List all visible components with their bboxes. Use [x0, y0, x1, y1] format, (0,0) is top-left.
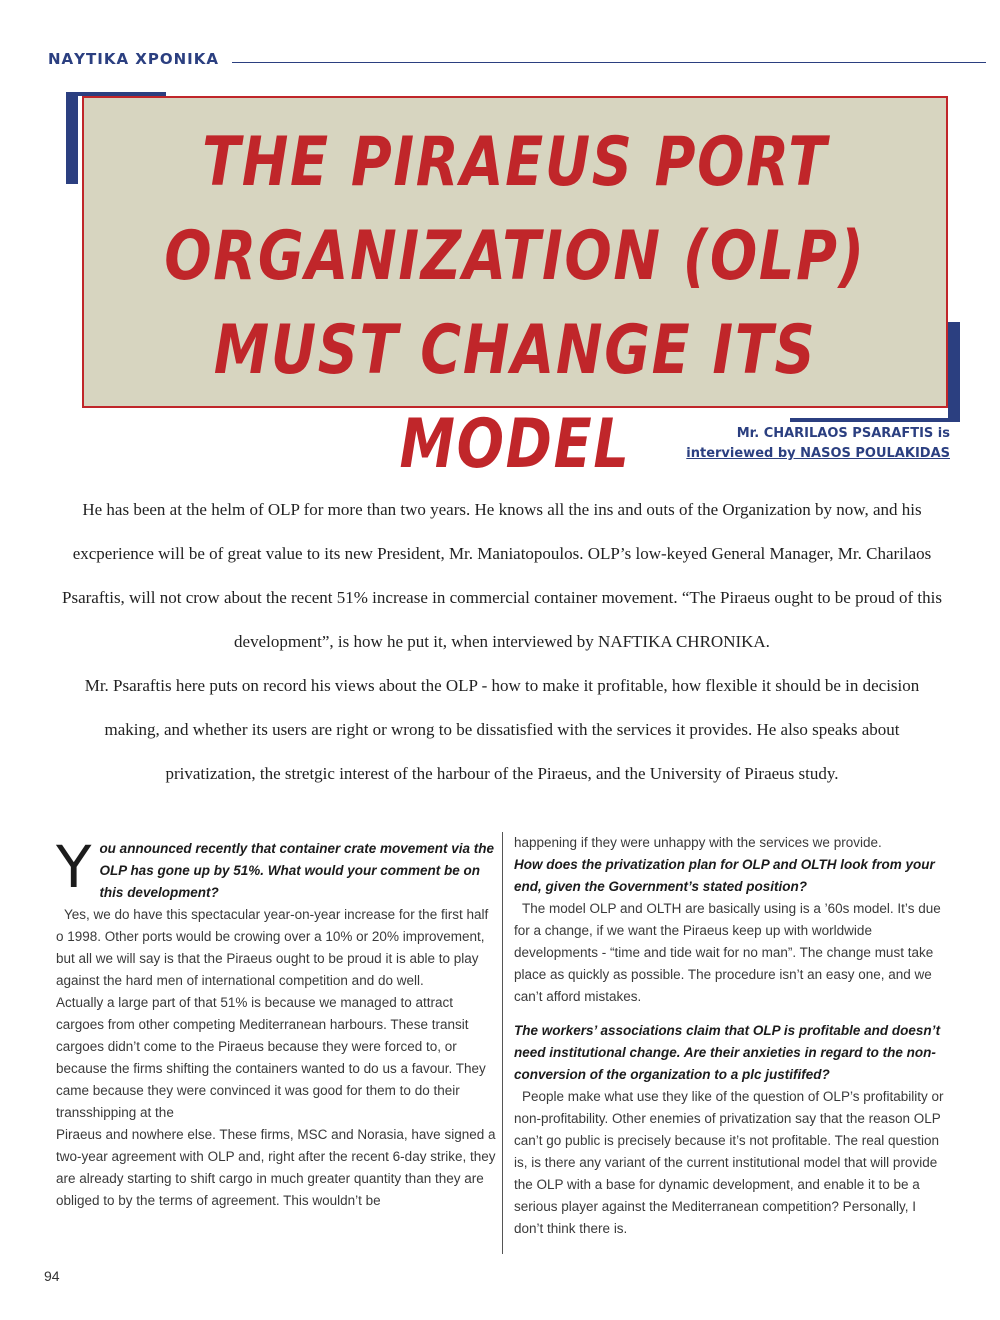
title-line-3: MUST CHANGE ITS MODEL	[213, 311, 817, 484]
page-number: 94	[44, 1268, 60, 1284]
column-divider	[502, 832, 503, 1254]
right-column	[514, 832, 946, 1240]
intro-paragraph-2: Mr. Psaraftis here puts on record his views about the OLP - how to make it profitable, how flexible it should be in decision making, and whether its users are right or wrong to be dissatisfied with the services it provides. He also speaks about privatization, the stretgic interest of the harbour of the Piraeus, and the University of Piraeus study.	[84, 676, 920, 783]
question-2: How does the privatization plan for OLP and OLTH look from your end, given the Government’s stated position?	[514, 857, 935, 894]
drop-cap: Y	[56, 833, 92, 901]
byline-line-2: interviewed by NASOS POULAKIDAS	[686, 446, 950, 461]
question-1: ou announced recently that container crate movement via the OLP has gone up by 51%. What would your comment be on this development?	[99, 841, 495, 900]
title-accent-right	[948, 322, 960, 422]
byline	[686, 424, 950, 464]
left-column	[56, 833, 498, 1212]
title-line-2: ORGANIZATION (OLP)	[164, 217, 866, 296]
intro-text	[62, 488, 942, 796]
answer-continued: happening if they were unhappy with the services we provide.	[514, 835, 882, 850]
question-3: The workers’ associations claim that OLP is profitable and doesn’t need institutional change. Are their anxieties in regard to the non-conversion of the organization to a plc justififed?	[514, 1023, 941, 1082]
answer-2: Actually a large part of that 51% is because we managed to attract cargoes from other competing Mediterranean harbours. These transit cargoes didn’t come to the Piraeus because they were forced to, or because the firms shifting the containers wanted to do us a favour. They came because they were convinced it was good for them to do their transshipping at the	[56, 995, 486, 1120]
running-header	[48, 50, 988, 72]
magazine-name: ΝΑΥΤΙΚΑ ΧΡΟΝΙΚΑ	[48, 50, 219, 68]
answer-5: People make what use they like of the question of OLP’s profitability or non-profitability. Other enemies of privatization say that the reason OLP can’t go public is precisely because it’s not profitable. The real question is, is there any variant of the current institutional model that will provide the OLP with a base for dynamic development, and enable it to be a serious player against the Mediterranean competition? Personally, I don’t think there is.	[514, 1089, 944, 1236]
title-accent-left	[66, 92, 78, 184]
title-line-1: THE PIRAEUS PORT	[202, 123, 828, 202]
spacer	[514, 1008, 946, 1020]
answer-3: Piraeus and nowhere else. These firms, MSC and Norasia, have signed a two-year agreement with OLP and, right after the recent 6-day strike, they are already starting to shift cargo in much greater quantity than they are obliged to by the terms of agreement. This wouldn’t be	[56, 1127, 496, 1208]
answer-1: Yes, we do have this spectacular year-on-year increase for the first half o 1998. Other ports would be crowing over a 10% or 20% improvement, but all we will say is that the Piraeus ought to be proud it is able to play against the hard men of international competition and do well.	[56, 907, 489, 988]
header-rule	[232, 62, 986, 63]
first-question	[56, 833, 498, 904]
answer-4: The model OLP and OLTH are basically using is a ’60s model. It’s due for a change, if we want the Piraeus keep up with worldwide developments - “time and tide wait for no man”. The change must take place as quickly as possible. The procedure isn’t an easy one, and we can’t afford mistakes.	[514, 901, 941, 1004]
byline-line-1: Mr. CHARILAOS PSARAFTIS is	[736, 426, 950, 441]
intro-paragraph-1: He has been at the helm of OLP for more than two years. He knows all the ins and outs of the Organization by now, and his excperience will be of great value to its new President, Mr. Maniatopoulos. OLP’s low-keyed General Manager, Mr. Charilaos Psaraftis, will not crow about the recent 51% increase in commercial container movement. “The Piraeus ought to be proud of this development”, is how he put it, when interviewed by NAFTIKA CHRONIKA.	[62, 500, 942, 651]
